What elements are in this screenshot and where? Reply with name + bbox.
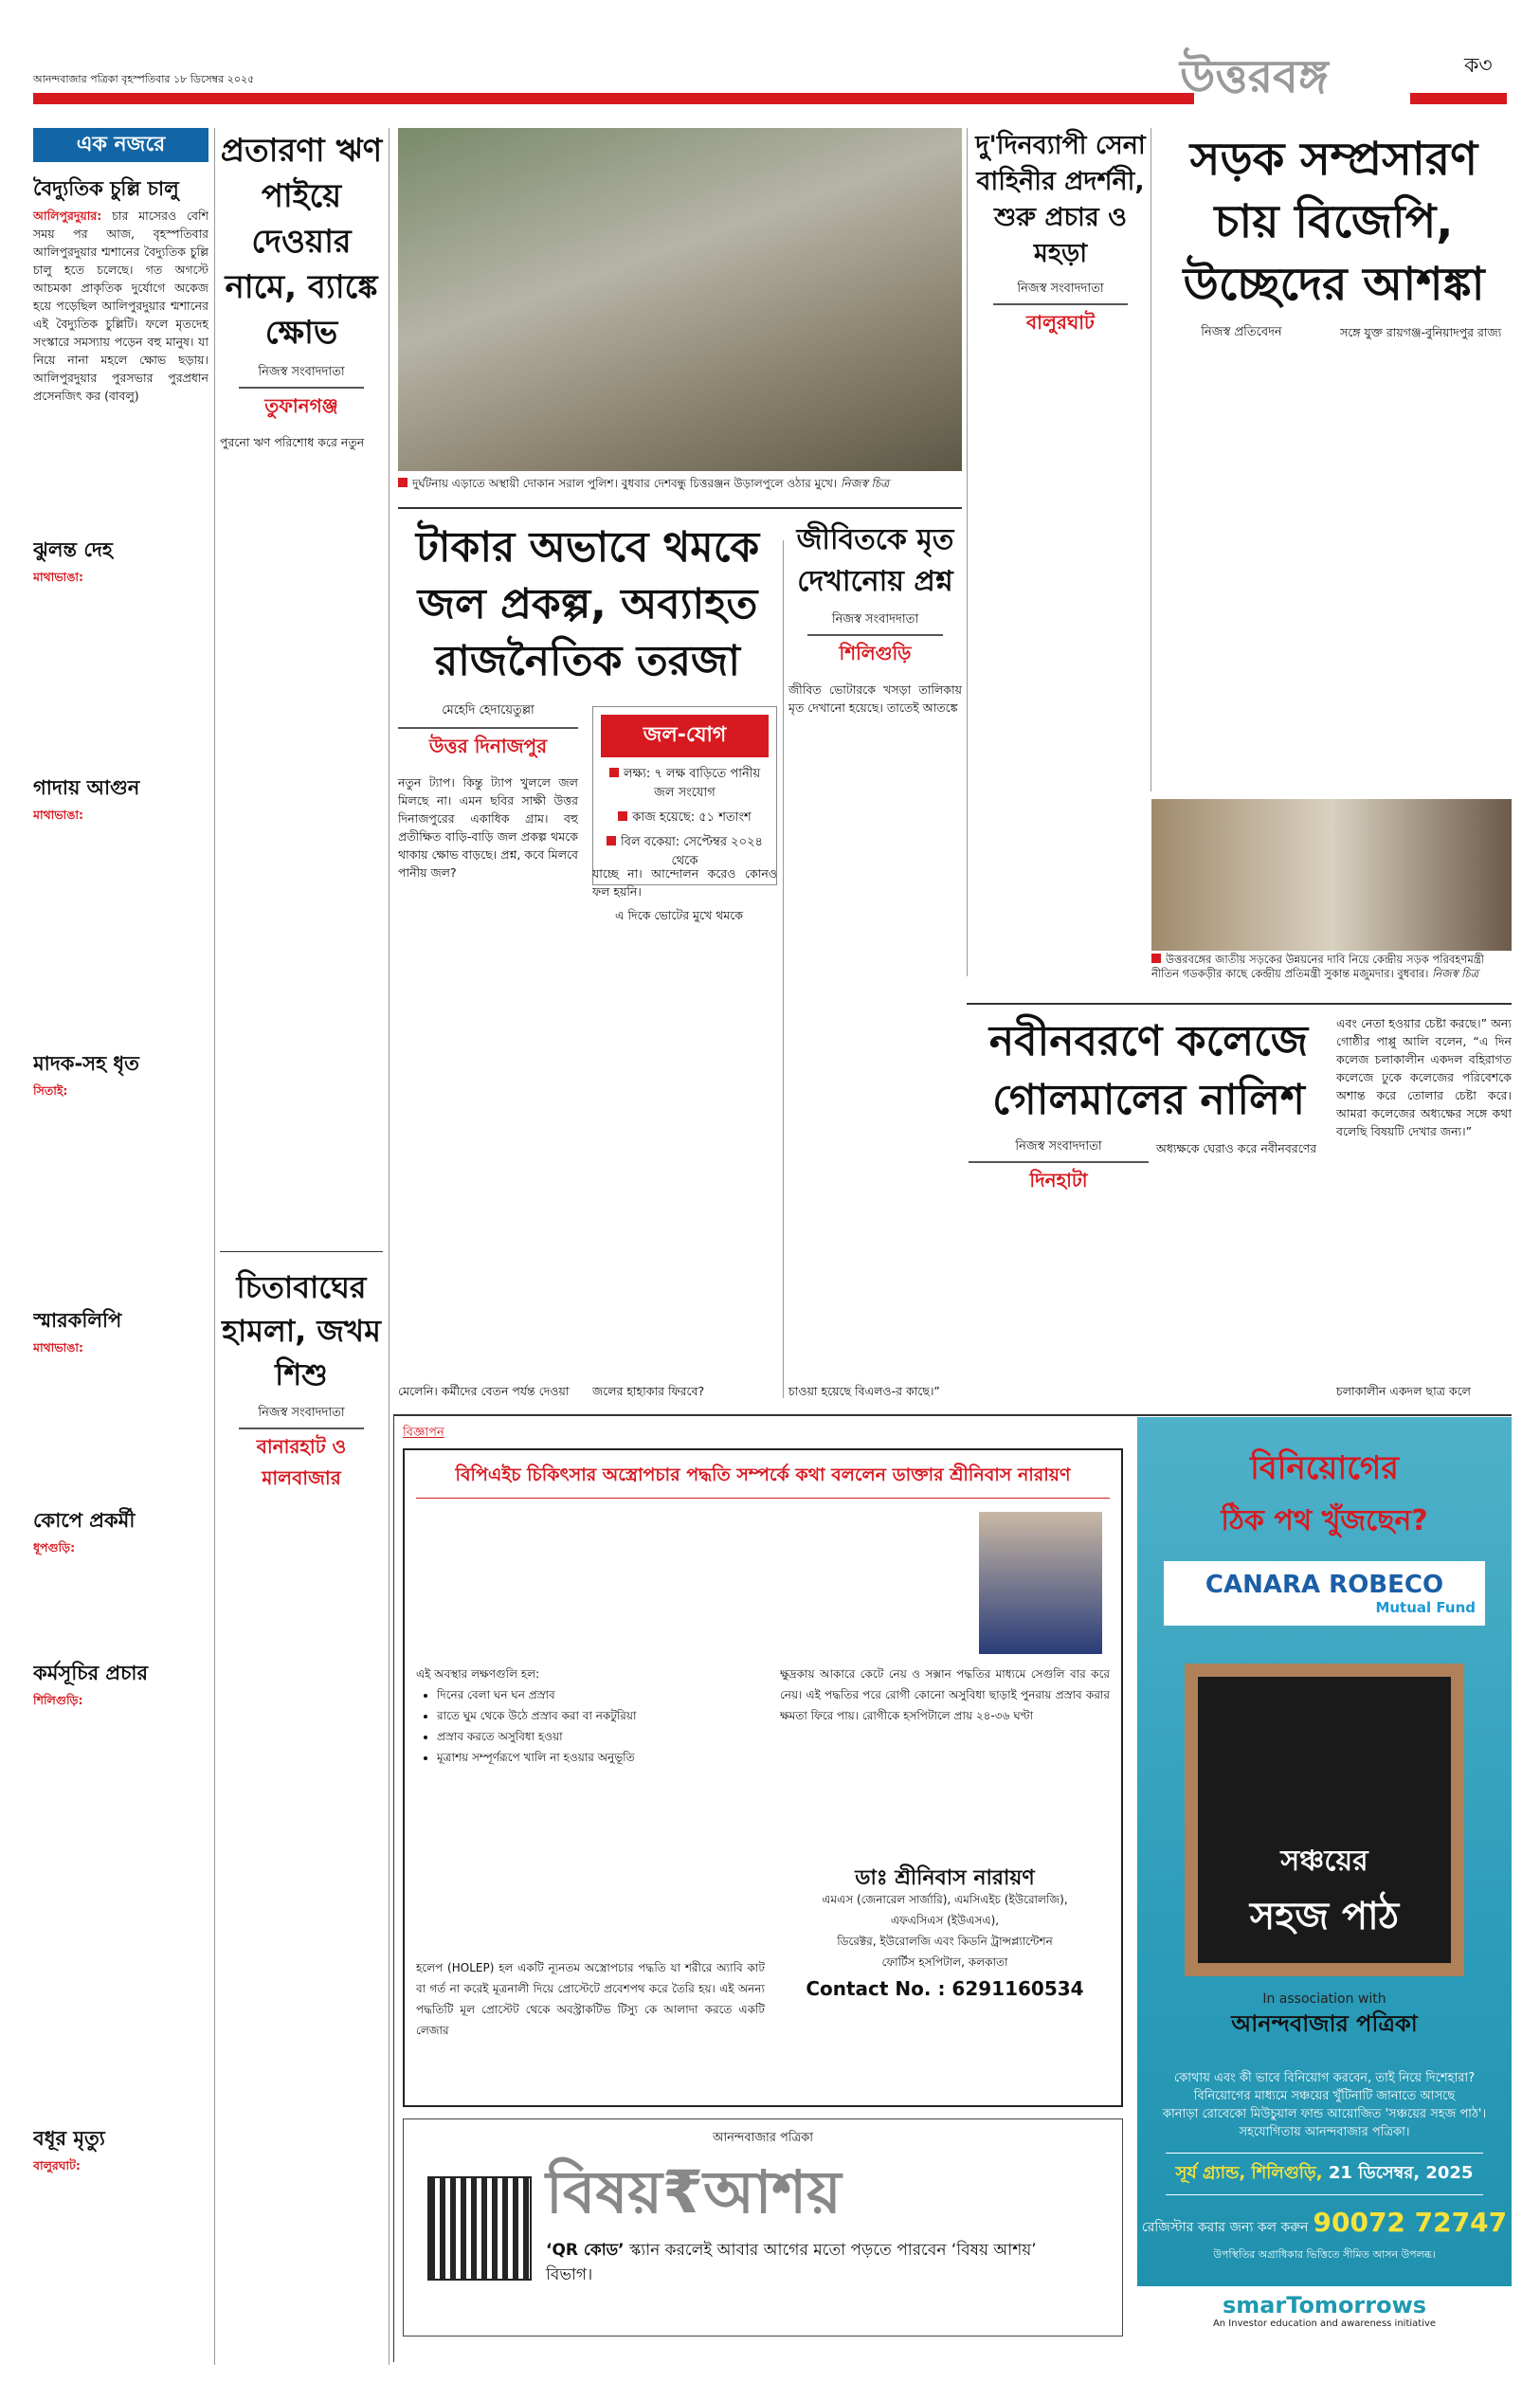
bullet-icon [618,811,627,821]
byline: নিজস্ব সংবাদদাতা [993,280,1128,305]
event-date: 21 ডিসেম্বর, 2025 [1328,2163,1474,2183]
headline: নবীনবরণে কলেজে গোলমালের নালিশ [988,1017,1309,1124]
caption-marker [1151,954,1161,963]
ad-title [546,2148,842,2246]
masthead-bar [33,93,1194,104]
brief-headline: কোপে প্রকর্মী [33,1509,136,1532]
holep-text: হলেপ (HOLEP) হল একটি ন্যূনতম অস্ত্রোপচার পদ্ধতি যা শরীরে অ্যাবি কাট বা গর্ত না করেই মূত্রনালী দিয়ে প্রোস্টেটে প্রবেশপথ করে তৈরি হয়। এই অনন্য পদ্ধতিটি মূল প্রোস্টেট থেকে অবস্ট্রাকটিভ টিস্যু কে আলাদা করতে একটি লেজার [416,1961,765,2037]
ad-note: উপস্থিতির অগ্রাধিকার ভিত্তিতে সীমিত আসন উপলব্ধ। [1213,2248,1436,2261]
brief-header: এক নজরে [33,128,208,162]
body-text: অধ্যক্ষকে ঘেরাও করে নবীনবরণের [1156,1141,1317,1155]
brief-place: মাথাভাঙা: [33,808,84,822]
brief-place: আলিপুরদুয়ার: [33,209,102,223]
ad-body-line: কানাড়া রোবেকো মিউচুয়াল ফান্ড আয়োজিত 'সঞ্চয়ের সহজ পাঠ'। [1162,2107,1487,2121]
ad-text [546,2238,1077,2287]
brief-column [33,163,208,2362]
ad-body-line: বিনিয়োগের মাধ্যমে সঞ্চয়ের খুঁটিনাটি জানাতে আসছে [1193,2089,1456,2103]
bullet-icon [609,768,619,777]
brief-item [33,1051,208,1100]
brief-item [33,1661,208,1709]
footer-brand: smarTomorrows [1222,2292,1427,2318]
brand-sub: Mutual Fund [1375,1599,1476,1616]
symptom-item: • দিনের বেলা ঘন ঘন প্রস্রাব [437,1684,765,1705]
story-voter [788,519,962,722]
dateline: তুফানগঞ্জ [264,394,338,417]
symptom-item: • মূত্রাশয় সম্পূর্ণরূপে খালি না হওয়ার অনুভূতি [437,1747,765,1768]
dateline: উত্তর দিনাজপুর [398,727,578,764]
byline: নিজস্ব সংবাদদাতা [239,1404,364,1429]
event-info [1166,2153,1483,2195]
brief-headline: ঝুলন্ত দেহ [33,538,113,561]
body-text: জীবিত ভোটারকে খসড়া তালিকায় মৃত দেখানো হয়েছে। তাতেই আতঙ্কে [788,682,962,715]
qr-code[interactable] [427,2176,532,2281]
story-lead [1156,128,1512,347]
body-text: যাচ্ছে না। আন্দোলন করেও কোনও ফল হয়নি। [592,866,777,899]
publisher: আনন্দবাজার পত্রিকা [712,2131,813,2145]
ad-headline: বিপিএইচ চিকিৎসার অস্ত্রোপচার পদ্ধতি সম্পর্কে কথা বললেন ডাক্তার শ্রীনিবাস নারায়ণ [416,1462,1110,1499]
brief-place: শিলিগুড়ি: [33,1693,83,1707]
caption-marker [398,478,408,487]
rupee-icon: ₹ [661,2157,704,2227]
news-photo-traffic-police [398,128,962,471]
assoc-brand: আনন্দবাজার পত্রিকা [1231,2010,1418,2037]
brief-headline: গাদায় আগুন [33,776,140,799]
phone-number[interactable]: 90072 72747 [1313,2207,1508,2238]
register [1137,2207,1512,2239]
brief-place: সিতাই: [33,1083,68,1098]
page-number: ক৩ [1464,54,1493,78]
divider [967,1003,1512,1005]
photo-credit: নিজস্ব চিত্র [840,477,890,490]
masthead-bar-right [1410,93,1507,104]
byline: নিজস্ব সংবাদদাতা [969,1137,1149,1163]
box-item-text: লক্ষ্য: ৭ লক্ষ বাড়িতে পানীয় জল সংযোগ [623,767,761,800]
ad-label: বিজ্ঞাপন [403,1426,444,1440]
photo-caption [398,476,962,492]
caption-text: উত্তরবঙ্গের জাতীয় সড়কের উন্নয়নের দাবি নিয়ে কেন্দ্রীয় সড়ক পরিবহণমন্ত্রী নীতিন গডকড়ীর কাছে কেন্দ্রীয় প্রতিমন্ত্রী সুকান্ত মজুমদার। বুধবার। [1151,953,1484,980]
title-part: বিষয় [546,2157,662,2227]
brief-place: মাথাভাঙা: [33,1340,84,1355]
dateline: দিনহাটা [1029,1169,1088,1191]
news-photo-ministers [1151,799,1512,951]
doctor-photo [979,1512,1102,1654]
byline: নিজস্ব প্রতিবেদন [1201,325,1282,339]
body-text: নতুন ট্যাপ। কিন্তু ট্যাপ খুললে জল মিলছে না। এমন ছবির সাক্ষী উত্তর দিনাজপুরের একাধিক গ্রাম। বহু প্রতীক্ষিত বাড়ি-বাড়ি জল প্রকল্প থমকে থাকায় ক্ষোভ বাড়ছে। প্রশ্ন, কবে মিলবে পানীয় জল? [398,775,578,880]
brief-place: ধূপগুড়ি: [33,1540,76,1555]
story-water-col2 [592,864,777,930]
ad-canara-robeco [1137,1417,1512,2341]
story-college-col3 [1336,1014,1512,1146]
story-water-byline [398,701,578,882]
dateline: শিলিগুড়ি [839,642,912,664]
brief-item [33,2126,208,2174]
bullet-icon [607,836,616,846]
ad-body-line: সহযোগিতায় আনন্দবাজার পত্রিকা। [1239,2125,1410,2139]
brief-place: বালুরঘাট: [33,2158,81,2173]
story-college-col2 [1156,1139,1327,1163]
column-rule [214,128,215,2365]
box-title: জল-যোগ [601,715,769,757]
brief-item [33,176,208,405]
ad-body [1137,2069,1512,2141]
contact-number[interactable]: Contact No. : 6291160534 [806,1977,1084,2000]
symptom-item: • প্রস্রাব করতে অসুবিধা হওয়া [437,1726,765,1747]
caption-text: দুর্ঘটনায় এড়াতে অস্থায়ী দোকান সরাল পুলিশ। বুধবার দেশবন্ধু চিত্তরঞ্জন উড়ালপুলে ওঠার মুখে। [412,477,838,490]
chalkboard [1185,1664,1464,1976]
body-text: চলাকালীন একদল ছাত্র কলে [1336,1384,1471,1398]
byline: মেহেদি হেদায়েতুল্লা [442,703,534,718]
story-college-byline [969,1137,1149,1208]
brief-headline: স্মারকলিপি [33,1309,122,1332]
headline: চিতাবাঘের হামলা, জখম শিশু [222,1269,381,1392]
doctor-name: ডাঃ শ্রীনিবাস নারায়ণ [855,1866,1035,1890]
body-text: এ দিকে ভোটের মুখে থমকে [615,908,744,922]
brief-item [33,1308,208,1356]
board-text: সহজ পাঠ [1249,1895,1400,1938]
column-rule [783,540,784,1398]
ad-body-text: ক্ষুদ্রকায় আকারে কেটে নেয় ও সক্সান পদ্ধতির মাধ্যমে সেগুলি বার করে নেয়। এই পদ্ধতির পরে রোগী কোনো অসুবিধা ছাড়াই পুনরায় প্রস্রাব করার ক্ষমতা ফিরে পায়। রোগীকে হসপিটালে প্রায় ২৪-৩৬ ঘণ্টা [779,1667,1110,1722]
section-title: উত্তরবঙ্গ [1180,50,1329,103]
footer-sub: An Investor education and awareness initiative [1212,2318,1437,2329]
body-text: এবং নেতা হওয়ার চেষ্টা করছে।” অন্য গোষ্ঠীর পাপ্পু আলি বলেন, “এ দিন কলেজ চলাকালীন একদল বহিরাগত কলেজে ঢুকে কলেজের পরিবেশকে অশান্ত করে তোলার চেষ্টা করে। আমরা কলেজের অধ্যক্ষের সঙ্গে কথা বলেছি বিষয়টি দেখার জন্য।” [1336,1016,1512,1138]
dateline: বালুরঘাট [1026,311,1095,334]
qualification: ফোর্টিস হসপিটাল, কলকাতা [881,1955,1008,1969]
divider [398,507,962,509]
box-item-text: বিল বকেয়া: সেপ্টেম্বর ২০২৪ থেকে [621,835,763,868]
headline: সড়ক সম্প্রসারণ চায় বিজেপি, উচ্ছেদের আশঙ্কা [1183,133,1485,311]
venue: সূর্য গ্র্যান্ড, শিলিগুড়ি, [1175,2163,1323,2183]
brief-item [33,775,208,824]
byline: নিজস্ব সংবাদদাতা [239,363,364,389]
brief-headline: কর্মসূচির প্রচার [33,1662,149,1684]
register-label: রেজিস্টার করার জন্য কল করুন [1141,2220,1309,2235]
brief-headline: মাদক-সহ ধৃত [33,1052,139,1075]
ad-headline: ঠিক পথ খুঁজছেন? [1221,1504,1428,1537]
ad-bishoy-ashoy [403,2118,1123,2337]
body-text: সঙ্গে যুক্ত রায়গঞ্জ-বুনিয়াদপুর রাজ্য [1340,325,1502,339]
symptoms-title: এই অবস্থার লক্ষণগুলি হল: [416,1667,540,1681]
smartomorrows-footer [1137,2286,1512,2341]
assoc-label: In association with [1262,1991,1386,2007]
qualification: এফএসিএস (ইউএসএ), [890,1914,1000,1927]
ad-body-text: স্ক্যান করলেই আবার আগের মতো পড়তে পারবেন ‘বিষয় আশয়’ বিভাগ। [546,2241,1037,2284]
brief-item [33,1508,208,1556]
ad-doctor [403,1448,1123,2107]
brief-headline: বৈদ্যুতিক চুল্লি চালু [33,177,179,200]
brief-place: মাথাভাঙা: [33,570,84,584]
qualification: ডিরেক্টর, ইউরোলজি এবং কিডনি ট্রান্সপ্ল্যান্টেশন [837,1935,1053,1948]
body-text: পুরনো ঋণ পরিশোধ করে নতুন [220,435,365,449]
box-item [601,809,769,827]
qualification: এমএস (জেনারেল সার্জারি), এমসিএইচ (ইউরোলজি), [822,1893,1068,1906]
column-rule [1150,128,1151,791]
ad-headline: বিনিয়োগের [1250,1449,1399,1487]
body-text: মেলেনি। কর্মীদের বেতন পর্যন্ত দেওয়া [398,1384,570,1398]
canara-logo [1164,1561,1485,1626]
brief-text: চার মাসেরও বেশি সময় পর আজ, বৃহস্পতিবার আলিপুরদুয়ার শ্মশানের বৈদ্যুতিক চুল্লি চালু হতে চলেছে। গত অগস্টে আচমকা প্রাকৃতিক দুর্যোগে অকেজ হয়ে পড়েছিল আলিপুরদুয়ার শ্মশানের এই বৈদ্যুতিক চুল্লিটি। ফলে মৃতদেহ সংস্কারে সমস্যায় পড়েন বহু মানুষ। যা নিয়ে নানা মহলে ক্ষোভ ছড়ায়। আলিপুরদুয়ার পুরসভার পুরপ্রধান প্রসেনজিৎ কর (বাবলু) [33,209,208,403]
masthead-dateline: আনন্দবাজার পত্রিকা বৃহস্পতিবার ১৮ ডিসেম্বর ২০২৫ [33,73,255,85]
body-text: চাওয়া হয়েছে বিএলও-র কাছে।” [788,1384,940,1398]
photo-credit: নিজস্ব চিত্র [1432,967,1479,980]
brief-item [33,537,208,586]
ad-body-line: কোথায় এবং কী ভাবে বিনিয়োগ করবেন, তাই নিয়ে দিশেহারা? [1173,2071,1476,2085]
brief-headline: বধূর মৃত্যু [33,2127,105,2150]
box-item-text: কাজ হয়েছে: ৫১ শতাংশ [632,810,752,825]
story-leopard [220,1265,383,1505]
brand-name: CANARA ROBECO [1205,1571,1444,1599]
symptom-item: • রাতে ঘুম থেকে উঠে প্রস্রাব করা বা নকটুরিয়া [437,1705,765,1726]
column-rule [967,128,968,976]
divider [220,1251,383,1252]
box-item [601,765,769,803]
headline: টাকার অভাবে থমকে জল প্রকল্প, অব্যাহত রাজনৈতিক তরজা [415,523,760,685]
headline: প্রতারণা ঋণ পাইয়ে দেওয়ার নামে, ব্যাঙ্কে ক্ষোভ [220,132,383,352]
story-army [974,128,1147,350]
qr-label: ‘QR কোড’ [546,2241,625,2260]
headline: জীবিতকে মৃত দেখানোয় প্রশ্ন [796,523,954,598]
photo-caption [1151,953,1512,981]
story-loan [220,128,383,457]
info-box-water [592,706,777,885]
board-text: সঞ্চয়ের [1280,1845,1368,1878]
title-part: আশয় [703,2157,842,2227]
column-rule [389,128,390,2365]
byline: নিজস্ব সংবাদদাতা [807,610,943,636]
body-text: জলের হাহাকার ফিরবে? [592,1384,705,1398]
dateline: বানারহাট ও মালবাজার [256,1435,347,1489]
headline: দু'দিনব্যাপী সেনা বাহিনীর প্রদর্শনী, শুরু প্রচার ও মহড়া [975,131,1146,268]
